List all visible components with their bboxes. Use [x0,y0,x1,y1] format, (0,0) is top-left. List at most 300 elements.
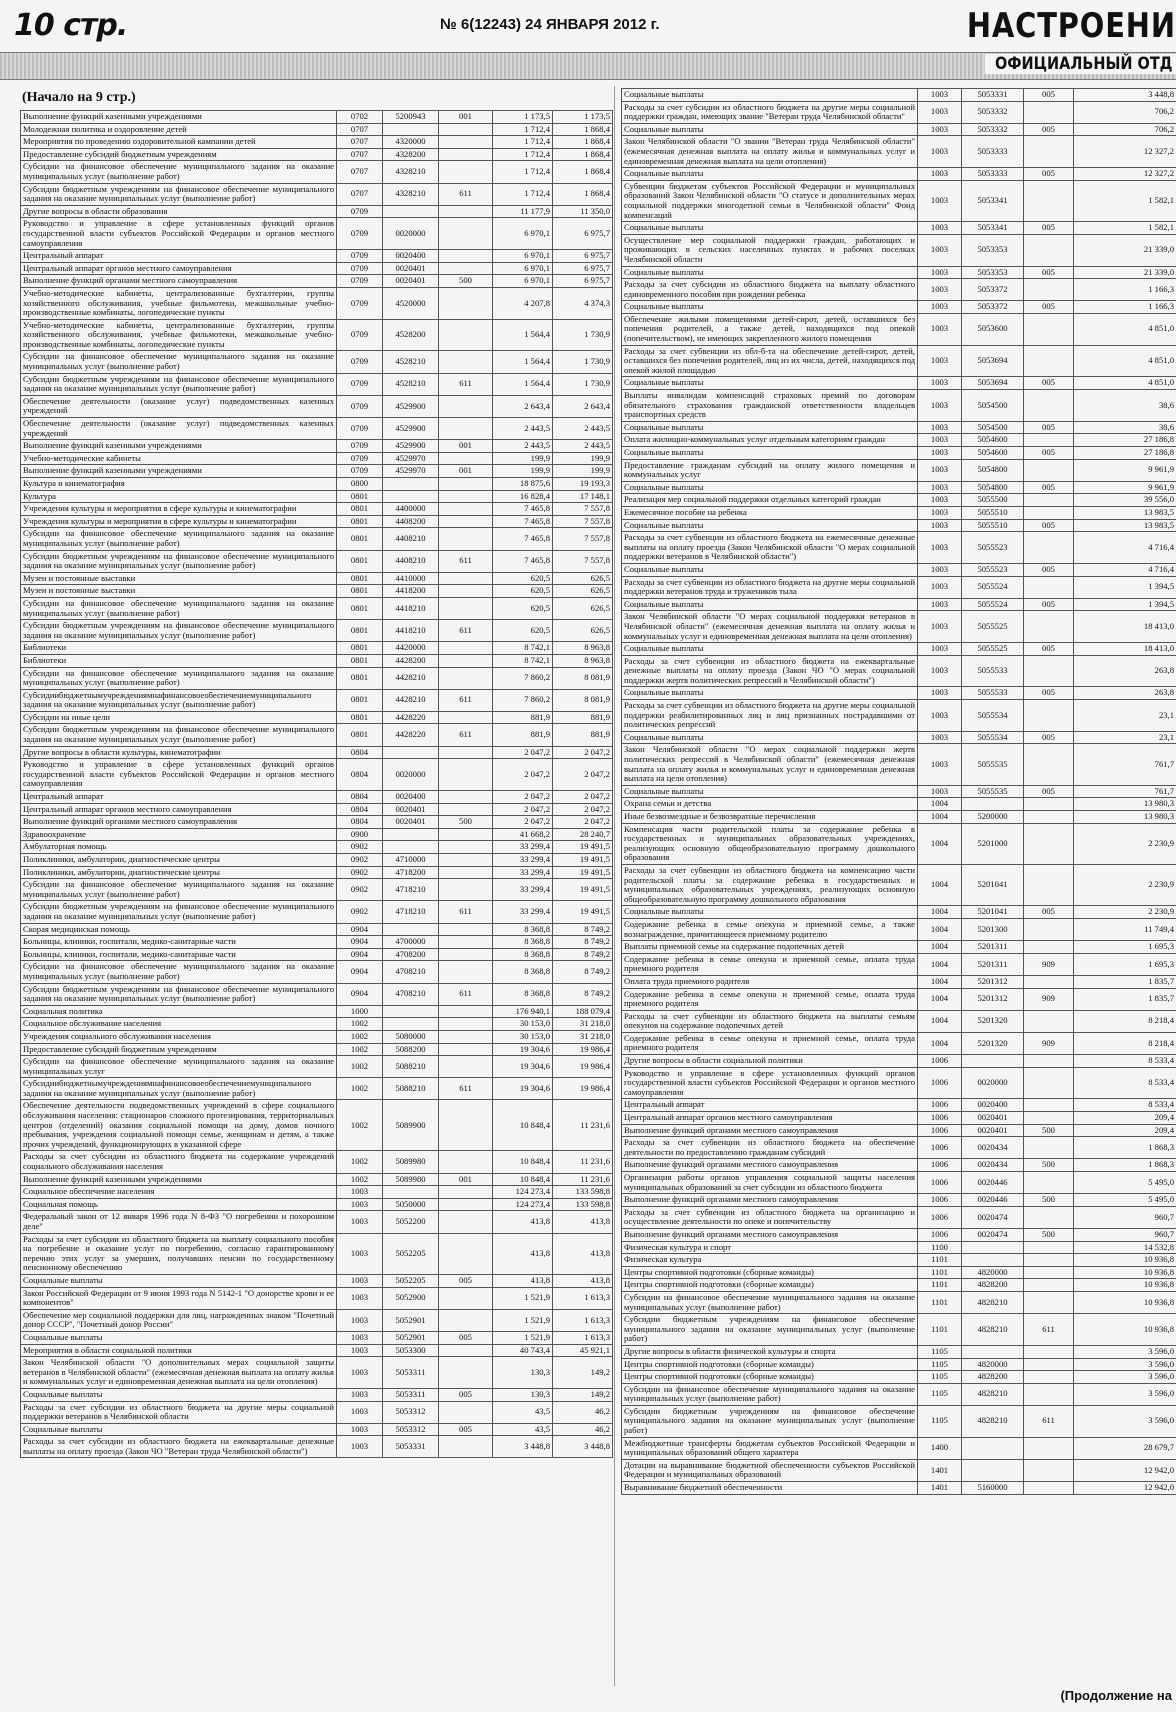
cell-y2: 1 868,4 [553,148,613,161]
cell-y1: 7 860,2 [493,667,553,689]
cell-y: 14 532,8 [1074,1241,1176,1254]
cell-name: Учебно-методические кабинеты, централизованные бухгалтерии, группы хозяйственного обслуживания, учебные фильмотеки, межшкольные учебно-производственные комбинаты, логопедические пункты [21,287,337,319]
cell-y: 1 166,3 [1074,301,1176,314]
cell-razdel: 1004 [918,953,962,975]
cell-razdel: 0709 [337,465,383,478]
cell-vr: 005 [1024,563,1074,576]
cell-razdel: 1003 [918,377,962,390]
cell-y: 2 230,9 [1074,906,1176,919]
table-row [622,279,1176,301]
cell-name: Межбюджетные трансферты бюджетам субъектов Российской Федерации и муниципальных образований общего характера [622,1437,918,1459]
cell-vr: 005 [1024,89,1074,102]
cell-vr [439,205,493,218]
cell-csr: 5055500 [962,494,1024,507]
cell-razdel: 1003 [918,123,962,136]
cell-y2: 46,2 [553,1401,613,1423]
cell-name: Субсидии на финансовое обеспечение муниципального задания на оказание муниципальных услуг (выполнение работ) [21,351,337,373]
table-row [21,287,613,319]
cell-csr: 5055523 [962,532,1024,564]
cell-vr [439,351,493,373]
cell-vr [1024,1055,1074,1068]
cell-y1: 8 742,1 [493,654,553,667]
cell-razdel: 1006 [918,1159,962,1172]
cell-name: Учреждения культуры и мероприятия в сфере культуры и кинематографии [21,515,337,528]
cell-y1: 1 712,4 [493,161,553,183]
cell-vr [439,1005,493,1018]
cell-razdel: 1003 [337,1423,383,1436]
table-row [622,234,1176,266]
cell-y2: 2 047,2 [553,759,613,791]
cell-y: 38,6 [1074,390,1176,422]
cell-y: 8 533,4 [1074,1055,1176,1068]
table-row [622,1172,1176,1194]
cell-razdel: 1105 [918,1345,962,1358]
cell-vr: 005 [1024,481,1074,494]
cell-vr [1024,1383,1074,1405]
cell-name: Расходы за счет субсидии из областного бюджета на ежеквартальные денежные выплаты на оплату проезда (Закон ЧО "Ветеран труда Челябинской области") [21,1436,337,1458]
cell-y: 27 186,8 [1074,447,1176,460]
cell-razdel: 0801 [337,490,383,503]
cell-vr [439,1043,493,1056]
table-row [622,447,1176,460]
cell-csr [383,841,439,854]
table-row [21,1186,613,1199]
cell-name: Субсидии бюджетным учреждениям на финансовое обеспечение муниципального задания на оказание муниципальных услуг (выполнение работ) [21,901,337,923]
cell-name: Учреждения культуры и мероприятия в сфере культуры и кинематографии [21,503,337,516]
cell-razdel: 1003 [337,1186,383,1199]
cell-vr [439,1030,493,1043]
cell-y: 13 983,5 [1074,506,1176,519]
continuation-note: (Продолжение на [1060,1688,1172,1703]
table-row [21,1173,613,1186]
cell-csr: 4408210 [383,528,439,550]
cell-y: 761,7 [1074,785,1176,798]
cell-vr: 005 [1024,301,1074,314]
cell-name: Закон Российской Федерации от 9 июня 1993 года N 5142-1 "О донорстве крови и ее компонентов" [21,1287,337,1309]
cell-csr: 5055535 [962,744,1024,785]
cell-name: Расходы за счет субвенции из областного бюджета на организацию и осуществление деятельности по опеке и попечительству [622,1206,918,1228]
cell-y1: 124 273,4 [493,1186,553,1199]
table-row [21,1344,613,1357]
cell-csr: 4420000 [383,642,439,655]
table-row [622,798,1176,811]
table-row [622,377,1176,390]
cell-y2: 31 218,0 [553,1018,613,1031]
cell-y2: 17 148,1 [553,490,613,503]
cell-vr: 611 [439,183,493,205]
cell-csr: 4708200 [383,948,439,961]
cell-y2: 881,9 [553,711,613,724]
cell-vr [439,866,493,879]
cell-name: Осуществление мер социальной поддержки граждан, работающих и проживающих в сельских населенных пунктах и рабочих поселках Челябинской области [622,234,918,266]
cell-y: 27 186,8 [1074,434,1176,447]
cell-csr: 5053353 [962,266,1024,279]
cell-name: Учебно-методические кабинеты, централизованные бухгалтерии, группы хозяйственного обслуживания, учебные фильмотеки, межшкольные учебно-производственные комбинаты, логопедические пункты [21,319,337,351]
cell-name: Расходы за счет субсидии из областного бюджета на выплату областного единовременного пособия при рождении ребенка [622,279,918,301]
table-row [622,459,1176,481]
cell-vr: 001 [439,465,493,478]
cell-razdel: 0801 [337,528,383,550]
table-row [622,1279,1176,1292]
cell-y: 4 716,4 [1074,532,1176,564]
cell-vr [1024,975,1074,988]
cell-vr: 001 [439,111,493,124]
cell-y: 1 582,1 [1074,180,1176,221]
cell-razdel: 1006 [918,1067,962,1099]
table-row [622,611,1176,643]
cell-razdel: 0904 [337,961,383,983]
cell-y1: 199,9 [493,452,553,465]
cell-y2: 1 730,9 [553,319,613,351]
cell-y: 1 394,5 [1074,576,1176,598]
cell-vr: 005 [1024,168,1074,181]
cell-name: Расходы за счет субвенции из областного бюджета на обеспечение деятельности по предоставлению гражданам субсидий [622,1137,918,1159]
cell-y1: 19 304,6 [493,1056,553,1078]
cell-name: Библиотеки [21,654,337,667]
cell-y1: 620,5 [493,585,553,598]
cell-name: Учебно-методические кабинеты [21,452,337,465]
cell-name: Закон Челябинской области "О звании "Ветеран труда Челябинской области" (ежемесячная денежная выплата на оплату жилья и коммунальных услуг и единовременная денежная выплата на цели отопления) [622,136,918,168]
cell-vr [439,654,493,667]
cell-y1: 2 443,5 [493,440,553,453]
cell-csr: 4428210 [383,689,439,711]
cell-name: Федеральный закон от 12 января 1996 года N 8-ФЗ "О погребении и похоронном деле" [21,1211,337,1233]
cell-y2: 19 491,5 [553,901,613,923]
cell-name: Выполнение функций органами местного самоуправления [622,1194,918,1207]
cell-razdel: 0801 [337,550,383,572]
cell-y1: 7 465,8 [493,503,553,516]
cell-csr: 5055523 [962,563,1024,576]
cell-vr [1024,941,1074,954]
cell-y: 5 495,0 [1074,1172,1176,1194]
cell-vr: 500 [1024,1194,1074,1207]
cell-y1: 2 047,2 [493,816,553,829]
table-row [21,1056,613,1078]
cell-name: Социальные выплаты [622,643,918,656]
cell-vr [1024,279,1074,301]
cell-csr: 5201320 [962,1010,1024,1032]
cell-vr [1024,798,1074,811]
cell-csr: 0020400 [383,791,439,804]
cell-y2: 1 613,3 [553,1331,613,1344]
table-row [21,791,613,804]
cell-y: 28 679,7 [1074,1437,1176,1459]
cell-vr: 005 [1024,598,1074,611]
cell-vr [1024,101,1074,123]
table-row [622,1124,1176,1137]
cell-csr: 5052205 [383,1274,439,1287]
table-row [21,465,613,478]
table-row [622,655,1176,687]
cell-vr [1024,1358,1074,1371]
cell-name: Руководство и управление в сфере установленных функций органов государственной власти субъектов Российской Федерации и органов местного самоуправления [622,1067,918,1099]
table-row [21,373,613,395]
cell-vr: 005 [1024,785,1074,798]
cell-csr: 4328200 [383,148,439,161]
cell-name: Содержание ребенка в семье опекуна и приемной семье, оплата труда приемного родителя [622,1032,918,1054]
table-row [622,1112,1176,1125]
cell-razdel: 1006 [918,1112,962,1125]
table-row [21,620,613,642]
cell-y1: 130,3 [493,1388,553,1401]
cell-name: Выполнение функций казенными учреждениями [21,1173,337,1186]
cell-name: Выплаты приемной семье на содержание подопечных детей [622,941,918,954]
cell-y2: 1 868,4 [553,183,613,205]
cell-vr: 500 [439,275,493,288]
cell-y2: 8 749,2 [553,983,613,1005]
cell-csr: 5053312 [383,1423,439,1436]
cell-name: Расходы за счет субвенции из областного бюджета на другие меры социальной поддержки реабилитированных лиц и лиц признанных пострадавшими от политических репрессий [622,700,918,732]
cell-razdel: 1004 [918,798,962,811]
cell-vr [1024,1206,1074,1228]
cell-vr [1024,700,1074,732]
cell-razdel: 0801 [337,585,383,598]
cell-name: Субсидии на финансовое обеспечение муниципального задания на оказание муниципальных услуг (выполнение работ) [21,961,337,983]
cell-razdel: 1003 [918,459,962,481]
cell-vr: 005 [1024,421,1074,434]
cell-y: 18 413,0 [1074,611,1176,643]
table-row [21,1436,613,1458]
cell-name: Социальные выплаты [622,598,918,611]
cell-razdel: 0801 [337,597,383,619]
cell-vr [439,136,493,149]
cell-csr: 5053311 [383,1388,439,1401]
cell-csr [383,123,439,136]
cell-y: 10 936,8 [1074,1266,1176,1279]
cell-y: 21 339,0 [1074,266,1176,279]
cell-vr [439,262,493,275]
table-row [622,823,1176,864]
cell-razdel: 0902 [337,841,383,854]
cell-vr [439,452,493,465]
cell-y2: 11 231,6 [553,1151,613,1173]
cell-razdel: 0801 [337,503,383,516]
cell-y: 209,4 [1074,1112,1176,1125]
cell-name: Социальные выплаты [622,519,918,532]
cell-name: Социальные выплаты [622,481,918,494]
cell-razdel: 0904 [337,948,383,961]
cell-vr: 611 [1024,1405,1074,1437]
table-row [21,585,613,598]
cell-vr [439,1151,493,1173]
cell-csr: 0020401 [383,262,439,275]
cell-y1: 33 299,4 [493,901,553,923]
cell-name: Реализация мер социальной поддержки отдельных категорий граждан [622,494,918,507]
cell-y2: 1 868,4 [553,123,613,136]
cell-razdel: 1002 [337,1018,383,1031]
cell-vr [439,503,493,516]
cell-y2: 626,5 [553,597,613,619]
table-row [622,1254,1176,1267]
cell-y2: 11 231,6 [553,1173,613,1186]
cell-y1: 1 712,4 [493,183,553,205]
cell-vr [1024,1266,1074,1279]
cell-name: Субсидии на финансовое обеспечение муниципального задания на оказание муниципальных услуг (выполнение работ) [21,528,337,550]
table-row [21,351,613,373]
cell-y1: 1 521,9 [493,1331,553,1344]
cell-csr: 5055534 [962,700,1024,732]
cell-razdel: 0709 [337,319,383,351]
table-row [622,906,1176,919]
table-row [622,1241,1176,1254]
cell-y2: 1 730,9 [553,351,613,373]
cell-razdel: 1003 [918,301,962,314]
cell-y: 8 218,4 [1074,1010,1176,1032]
cell-y1: 33 299,4 [493,866,553,879]
cell-vr [439,759,493,791]
cell-name: Выполнение функций органами местного самоуправления [622,1159,918,1172]
cell-vr [1024,506,1074,519]
cell-vr [439,1211,493,1233]
table-row [622,1067,1176,1099]
cell-vr: 909 [1024,988,1074,1010]
page-number: 10 стр. [14,8,128,43]
cell-name: Поликлиники, амбулатории, диагностические центры [21,866,337,879]
cell-name: Социальные выплаты [622,785,918,798]
cell-vr [439,936,493,949]
table-row [622,1266,1176,1279]
cell-vr [439,948,493,961]
cell-y2: 2 643,4 [553,395,613,417]
cell-name: Субсидии на финансовое обеспечение муниципального задания на оказание муниципальных услуг (выполнение работ) [21,667,337,689]
table-row [622,168,1176,181]
cell-razdel: 0902 [337,866,383,879]
cell-csr: 5053332 [962,123,1024,136]
cell-razdel: 1004 [918,864,962,905]
cell-csr: 4418200 [383,585,439,598]
cell-csr [383,828,439,841]
cell-y1: 8 742,1 [493,642,553,655]
cell-razdel: 1006 [918,1228,962,1241]
cell-name: Центры спортивной подготовки (сборные команды) [622,1371,918,1384]
cell-name: Расходы за счет субвенции из областного бюджета на другие меры социальной поддержки ветеранов труда и тружеников тыла [622,576,918,598]
cell-csr: 4408210 [383,550,439,572]
cell-y1: 620,5 [493,620,553,642]
table-row [622,313,1176,345]
cell-y: 706,2 [1074,101,1176,123]
table-row [622,345,1176,377]
cell-razdel: 0900 [337,828,383,841]
cell-csr: 4828210 [962,1405,1024,1437]
cell-name: Другие вопросы в области культуры, кинематографии [21,746,337,759]
cell-y2: 8 963,8 [553,642,613,655]
cell-name: Закон Челябинской области "О мерах социальной поддержки ветеранов в Челябинской области" (ежемесячная денежная выплата на оплату жилья и коммунальных услуг и единовременная денежная выплата на цели отопления) [622,611,918,643]
cell-y2: 199,9 [553,452,613,465]
cell-csr: 0020474 [962,1206,1024,1228]
cell-y: 706,2 [1074,123,1176,136]
cell-vr [439,1401,493,1423]
table-row [622,266,1176,279]
cell-csr: 5053331 [962,89,1024,102]
cell-razdel: 1004 [918,1010,962,1032]
cell-csr: 4828200 [962,1279,1024,1292]
cell-y1: 10 848,4 [493,1151,553,1173]
cell-csr: 5089980 [383,1151,439,1173]
cell-y: 3 596,0 [1074,1371,1176,1384]
table-row [622,1371,1176,1384]
cell-name: Оплата труда приемного родителя [622,975,918,988]
cell-y2: 2 443,5 [553,418,613,440]
cell-y2: 2 047,2 [553,816,613,829]
table-row [21,936,613,949]
cell-razdel: 1003 [918,655,962,687]
cell-y1: 8 368,8 [493,948,553,961]
cell-name: Оплата жилищно-коммунальных услуг отдельным категориям граждан [622,434,918,447]
cell-name: Молодежная политика и оздоровление детей [21,123,337,136]
cell-razdel: 0801 [337,654,383,667]
cell-razdel: 1003 [918,598,962,611]
cell-y2: 45 921,1 [553,1344,613,1357]
table-row [622,744,1176,785]
cell-razdel: 0804 [337,816,383,829]
table-row [21,654,613,667]
page-header [0,0,1176,80]
cell-y1: 7 465,8 [493,550,553,572]
cell-y: 960,7 [1074,1228,1176,1241]
cell-razdel: 0709 [337,218,383,250]
cell-name: Центры спортивной подготовки (сборные команды) [622,1279,918,1292]
table-row [21,961,613,983]
table-row [21,1100,613,1151]
cell-vr [439,418,493,440]
cell-csr [962,1459,1024,1481]
table-row [622,1459,1176,1481]
cell-y: 21 339,0 [1074,234,1176,266]
cell-name: Социальное обеспечение населения [21,1186,337,1199]
cell-y2: 4 374,3 [553,287,613,319]
cell-y: 2 230,9 [1074,823,1176,864]
cell-y2: 6 975,7 [553,275,613,288]
budget-table-right [621,88,1176,1495]
cell-y2: 2 047,2 [553,746,613,759]
cell-name: Центральный аппарат [21,250,337,263]
cell-y1: 1 173,5 [493,111,553,124]
cell-y1: 1 712,4 [493,148,553,161]
cell-y2: 1 730,9 [553,373,613,395]
cell-razdel: 1004 [918,906,962,919]
table-row [622,687,1176,700]
cell-name: Субсидии на финансовое обеспечение муниципального задания на оказание муниципальных услуг [21,1056,337,1078]
cell-y2: 19 193,3 [553,478,613,491]
cell-csr: 0020400 [962,1099,1024,1112]
table-row [21,711,613,724]
table-row [21,1287,613,1309]
cell-csr: 5053600 [962,313,1024,345]
cell-y: 12 942,0 [1074,1482,1176,1495]
cell-razdel: 0801 [337,711,383,724]
cell-name: Социальные выплаты [622,447,918,460]
cell-y1: 19 304,6 [493,1078,553,1100]
table-row [21,866,613,879]
cell-csr: 5054800 [962,459,1024,481]
cell-vr: 005 [1024,447,1074,460]
cell-y1: 620,5 [493,597,553,619]
cell-csr: 4718210 [383,901,439,923]
cell-razdel: 1101 [918,1279,962,1292]
cell-vr [1024,1112,1074,1125]
cell-razdel: 1003 [918,434,962,447]
cell-name: Субсидиибюджетнымучреждениямнафинансовоеобеспечениемуниципального задания на оказание муниципальных услуг (выполнение работ) [21,689,337,711]
cell-razdel: 1003 [918,234,962,266]
cell-csr: 5055535 [962,785,1024,798]
cell-y1: 33 299,4 [493,854,553,867]
table-row [622,421,1176,434]
cell-csr: 0020446 [962,1172,1024,1194]
cell-razdel: 1003 [918,532,962,564]
cell-vr [439,218,493,250]
cell-vr: 005 [1024,222,1074,235]
cell-razdel: 1003 [337,1388,383,1401]
